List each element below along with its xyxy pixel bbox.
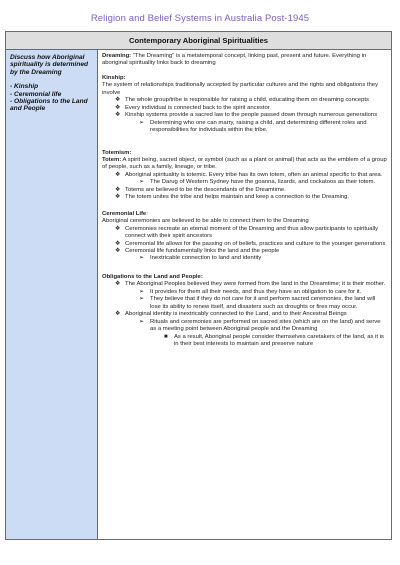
prompt-item-kinship: - Kinship	[10, 83, 39, 91]
obligations-section	[102, 274, 387, 349]
sub-list-item: ➢ The Darug of Western Sydney have the goanna, lizards, and cockatoos as their totem.	[139, 179, 376, 186]
diamond-bullet-icon: ❖	[115, 225, 121, 232]
diamond-bullet-icon: ❖	[115, 97, 121, 104]
diamond-bullet-icon: ❖	[115, 281, 121, 288]
kinship-section	[102, 75, 387, 135]
list-item: ❖ Ceremonies recreate an eternal moment of the Dreaming and thus allow participants to spiritually connect with their spirit ancestors	[115, 225, 379, 240]
prompt-item-obligations: - Obligations to the Land and People	[10, 98, 88, 113]
list-item: ❖ The totem unites the tribe and helps maintain and keep a connection to the Dreaming.	[115, 194, 349, 201]
diamond-bullet-icon: ❖	[115, 240, 121, 247]
table-body-row	[6, 50, 391, 540]
arrow-bullet-icon: ➢	[139, 119, 145, 126]
notes-column	[98, 50, 391, 540]
dreaming-paragraph	[102, 53, 387, 68]
totem-definition: Totem: A spirit being, sacred object, or symbol (such as a plant or animal) that acts as the emblem of a group of people, such as a family, lineage, or tribe.	[102, 156, 387, 171]
sub-list-item: ➢ They believe that if they do not care for it and perform sacred ceremonies, the land will lose its ability to renew itself, and disasters such as droughts or fires may occur.	[139, 296, 376, 310]
list-item: ❖ Aboriginal identity is inextricably connected to the Land, and to their Ancestral Beings	[115, 311, 347, 318]
diamond-bullet-icon: ❖	[115, 247, 121, 254]
list-item: ❖ Every individual is connected back to the spirit ancestor	[115, 104, 270, 111]
dreaming-text: "The Dreaming" is a metatemporal concept, linking past, present and future. Everything in aboriginal spirituality links back to dreaming	[102, 53, 367, 67]
list-item: ❖ The whole group/tribe is responsible for raising a child, educating them on dreaming concepts	[115, 97, 369, 104]
ceremonial-heading: Ceremonial Life	[102, 210, 147, 217]
list-item: ❖ Ceremonial life fundamentally links the land and the people	[115, 247, 280, 254]
sub-list-item: ➢ Determining who one can marry, raising a child, and determining different roles and responsibilities for individuals within the tribe.	[139, 119, 367, 134]
arrow-bullet-icon: ➢	[139, 255, 145, 262]
prompt-column	[6, 50, 98, 540]
diamond-bullet-icon: ❖	[115, 112, 121, 119]
square-bullet-icon: ■	[164, 333, 168, 340]
sub-list-item: ➢ It provides for them all their needs, and thus they have an obligation to care for it.	[139, 288, 362, 295]
diamond-bullet-icon: ❖	[115, 171, 121, 178]
list-item: ❖ The Aboriginal Peoples believed they were formed from the land in the Dreamtime; it is their mother.	[115, 281, 386, 288]
diamond-bullet-icon: ❖	[115, 104, 121, 111]
ceremonial-intro: Aboriginal ceremonies are believed to be able to connect them to the Dreaming	[102, 218, 309, 225]
dreaming-heading: Dreaming:	[102, 53, 132, 59]
arrow-bullet-icon: ➢	[139, 179, 145, 186]
table-header: Contemporary Aboriginal Spiritualities	[6, 32, 391, 50]
document-title: Religion and Belief Systems in Australia Post-1945	[90, 13, 310, 24]
sub-sub-list-item: ■ As a result, Aboriginal people consider themselves caretakers of the land, as it is in their best interests to maintain and preserve nature	[164, 333, 384, 347]
obligations-heading: Obligations to the Land and People:	[102, 273, 203, 280]
kinship-heading: Kinship:	[102, 74, 126, 81]
list-item: ❖ Aboriginal spirituality is totemic. Every tribe has its own totem, often an animal specific to that area.	[115, 171, 383, 178]
ceremonial-section	[102, 211, 387, 263]
sub-list-item: ➢ Rituals and ceremonies are performed on sacred sites (which are on the land) and serve as a meeting point between Aboriginal people and the Dreaming	[139, 318, 381, 333]
prompt-item-ceremonial: - Ceremonial life	[10, 90, 62, 98]
sub-list-item: ➢ Inextricable connection to land and identity	[139, 255, 262, 262]
list-item: ❖ Totems are believed to be the descendants of the Dreamtime.	[115, 186, 286, 193]
content-table	[5, 31, 392, 540]
arrow-bullet-icon: ➢	[139, 288, 145, 295]
totemism-heading: Totemism:	[102, 149, 132, 156]
prompt-text: Discuss how Aboriginal spirituality is determined by the Dreaming	[10, 54, 89, 76]
list-item: ❖ Ceremonial life allows for the passing on of beliefs, practices and culture to the younger generations	[115, 240, 386, 247]
arrow-bullet-icon: ➢	[139, 296, 145, 303]
arrow-bullet-icon: ➢	[139, 318, 145, 325]
diamond-bullet-icon: ❖	[115, 194, 121, 201]
ceremonial-heading-line: Ceremonial Life:	[102, 210, 148, 217]
diamond-bullet-icon: ❖	[115, 186, 121, 193]
list-item: ❖ Kinship systems provide a sacred law to the people passed down through numerous generations	[115, 112, 378, 119]
totem-term: Totem:	[102, 156, 122, 163]
totemism-section	[102, 150, 387, 202]
diamond-bullet-icon: ❖	[115, 311, 121, 318]
kinship-intro: The system of relationships traditionally accepted by particular cultures and the rights and obligations they involve	[102, 82, 379, 96]
